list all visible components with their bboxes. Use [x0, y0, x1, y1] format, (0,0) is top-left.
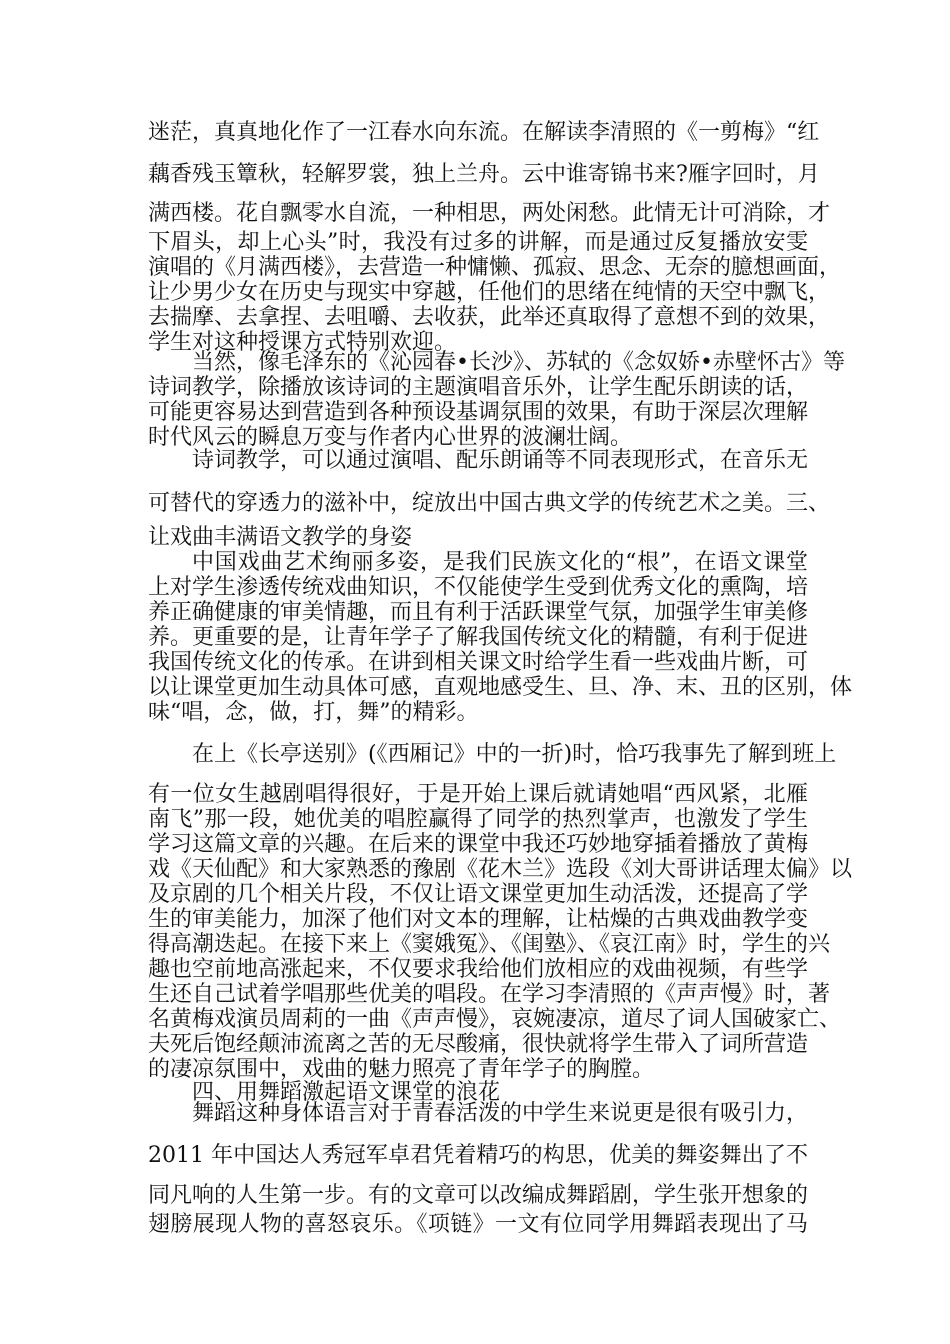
- text-line: 学习这篇文章的兴趣。在后来的课堂中我还巧妙地穿插着播放了黄梅: [148, 832, 809, 857]
- text-line: 戏《天仙配》和大家熟悉的豫剧《花木兰》选段《刘大哥讲话理太偏》以: [148, 857, 853, 882]
- text-line: 有一位女生越剧唱得很好，于是开始上课后就请她唱“西风紧，北雁: [148, 782, 808, 807]
- text-line: 夫死后饱经颠沛流离之苦的无尽酸痛，很快就将学生带入了词所营造: [148, 1032, 809, 1057]
- text-line: 满西楼。花自飘零水自流，一种相思，两处闲愁。此情无计可消除，才: [148, 201, 831, 226]
- text-line: 生的审美能力，加深了他们对文本的理解，让枯燥的古典戏曲教学变: [148, 907, 809, 932]
- text-line: 2011 年中国达人秀冠军卓君凭着精巧的构思，优美的舞姿舞出了不: [148, 1143, 808, 1168]
- text-line: 生还自己试着学唱那些优美的唱段。在学习李清照的《声声慢》时，著: [148, 982, 831, 1007]
- text-line: 上对学生渗透传统戏曲知识，不仅能使学生受到优秀文化的熏陶，培: [148, 575, 809, 600]
- text-line: 中国戏曲艺术绚丽多姿，是我们民族文化的“根”，在语文课堂: [192, 550, 808, 575]
- text-line: 演唱的《月满西楼》，去营造一种慵懒、孤寂、思念、无奈的臆想画面，: [148, 255, 842, 280]
- text-line: 让戏曲丰满语文教学的身姿: [148, 525, 413, 550]
- text-line: 迷茫，真真地化作了一江春水向东流。在解读李清照的《一剪梅》“红: [148, 120, 820, 145]
- text-line: 诗词教学，可以通过演唱、配乐朗诵等不同表现形式，在音乐无: [192, 448, 809, 473]
- text-line: 养正确健康的审美情趣，而且有利于活跃课堂气氛，加强学生审美修: [148, 600, 809, 625]
- text-line: 趣也空前地高涨起来，不仅要求我给他们放相应的戏曲视频，有些学: [148, 957, 809, 982]
- text-line: 我国传统文化的传承。在讲到相关课文时给学生看一些戏曲片断，可: [148, 650, 809, 675]
- text-line: 同凡响的人生第一步。有的文章可以改编成舞蹈剧，学生张开想象的: [148, 1183, 809, 1208]
- text-line: 得高潮迭起。在接下来上《窦娥冤》、《闺塾》、《哀江南》时，学生的兴: [148, 932, 831, 957]
- text-line: 学生对这种授课方式特别欢迎。: [148, 330, 457, 355]
- text-line: 藕香残玉簟秋，轻解罗裳，独上兰舟。云中谁寄锦书来?雁字回时，月: [148, 162, 820, 187]
- text-line: 舞蹈这种身体语言对于青春活泼的中学生来说更是很有吸引力，: [192, 1101, 809, 1126]
- text-line: 诗词教学，除播放该诗词的主题演唱音乐外，让学生配乐朗读的话，: [148, 375, 809, 400]
- text-line: 名黄梅戏演员周莉的一曲《声声慢》，哀婉凄凉，道尽了词人国破家亡、: [148, 1007, 842, 1032]
- text-line: 当然，像毛泽东的《沁园春•长沙》、苏轼的《念奴娇•赤壁怀古》等: [192, 350, 845, 375]
- text-line: 去揣摩、去拿捏、去咀嚼、去收获，此举还真取得了意想不到的效果，: [148, 305, 831, 330]
- text-line: 下眉头，却上心头”时，我没有过多的讲解，而是通过反复播放安雯: [148, 230, 808, 255]
- text-line: 时代风云的瞬息万变与作者内心世界的波澜壮阔。: [148, 425, 633, 450]
- text-line: 在上《长亭送别》(《西厢记》中的一折)时，恰巧我事先了解到班上: [192, 742, 837, 767]
- text-line: 四、用舞蹈激起语文课堂的浪花: [192, 1080, 501, 1105]
- text-line: 可替代的穿透力的滋补中，绽放出中国古典文学的传统艺术之美。三、: [148, 491, 831, 516]
- text-line: 养。更重要的是，让青年学子了解我国传统文化的精髓，有利于促进: [148, 625, 809, 650]
- text-line: 及京剧的几个相关片段，不仅让语文课堂更加生动活泼，还提高了学: [148, 882, 809, 907]
- text-line: 的凄凉氛围中，戏曲的魅力照亮了青年学子的胸膛。: [148, 1057, 655, 1082]
- text-line: 味“唱，念，做，打，舞”的精彩。: [148, 700, 479, 725]
- text-line: 翅膀展现人物的喜怒哀乐。《项链》一文有位同学用舞蹈表现出了马: [148, 1212, 808, 1237]
- text-line: 可能更容易达到营造到各种预设基调氛围的效果，有助于深层次理解: [148, 400, 809, 425]
- text-line: 以让课堂更加生动具体可感，直观地感受生、旦、净、末、丑的区别，体: [148, 675, 853, 700]
- text-line: 让少男少女在历史与现实中穿越，任他们的思绪在纯情的天空中飘飞，: [148, 280, 831, 305]
- text-line: 南飞”那一段，她优美的唱腔赢得了同学的热烈掌声，也激发了学生: [148, 807, 808, 832]
